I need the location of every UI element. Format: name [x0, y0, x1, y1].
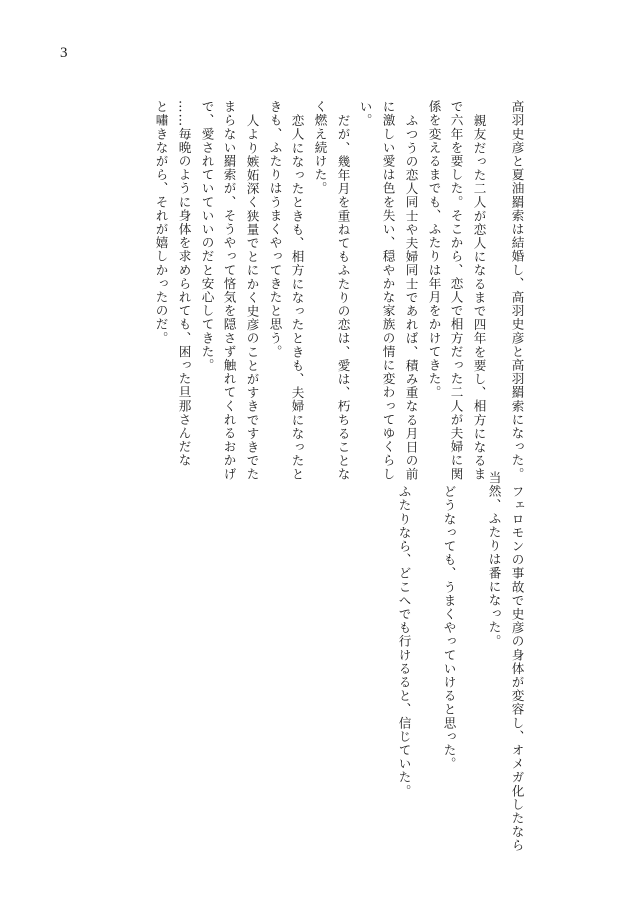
- text-line: く燃え続けた。: [312, 100, 328, 196]
- text-line: と嘯きながら、それが嬉しかったのだ。: [153, 100, 169, 345]
- text-line: まらない羂索が、そうやって悋気を隠さず触れてくれるおかげ: [221, 100, 237, 481]
- text-line: だが、幾年月を重ねてもふたりの恋は、愛は、朽ちることな: [335, 114, 351, 482]
- text-line: 親友だった二人が恋人になるまで四年を要し、相方になるま: [471, 114, 487, 482]
- text-line: で、愛されていていいのだと安心してきた。: [199, 100, 215, 372]
- text-line: きも、ふたりはうまくやってきたと思う。: [267, 100, 283, 359]
- text-line: い。: [357, 100, 373, 128]
- page-number: 3: [60, 45, 68, 61]
- text-line: ふたりなら、どこへでも行けるると、信じていた。: [396, 485, 412, 798]
- text-line: 当然、ふたりは番になった。: [486, 471, 502, 648]
- text-line: 高羽史彦と夏油羂索は結婚し、高羽史彦と高羽羂索になった。: [509, 100, 525, 481]
- text-line: に激しい愛は色を失い、穏やかな家族の情に変わってゆくらし: [380, 100, 396, 481]
- text-line: ふつうの恋人同士や夫婦同士であれば、積み重なる月日の前: [403, 114, 419, 482]
- text-line: ……毎晩のように身体を求められても、困った旦那さんだな: [176, 100, 192, 468]
- text-line: 恋人になったときも、相方になったときも、夫婦になったと: [289, 114, 305, 482]
- text-line: で六年を要した。そこから、恋人で相方だった二人が夫婦に関: [448, 100, 464, 481]
- text-line: フェロモンの事故で史彦の身体が変容し、オメガ化したなら: [509, 485, 525, 853]
- text-line: どうなっても、うまくやっていけると思った。: [441, 485, 457, 771]
- text-line: 係を変えるまでも、ふたりは年月をかけてきた。: [426, 100, 442, 400]
- text-line: 人より嫉妬深く狭量でとにかく史彦のことがすきですきでた: [244, 114, 260, 482]
